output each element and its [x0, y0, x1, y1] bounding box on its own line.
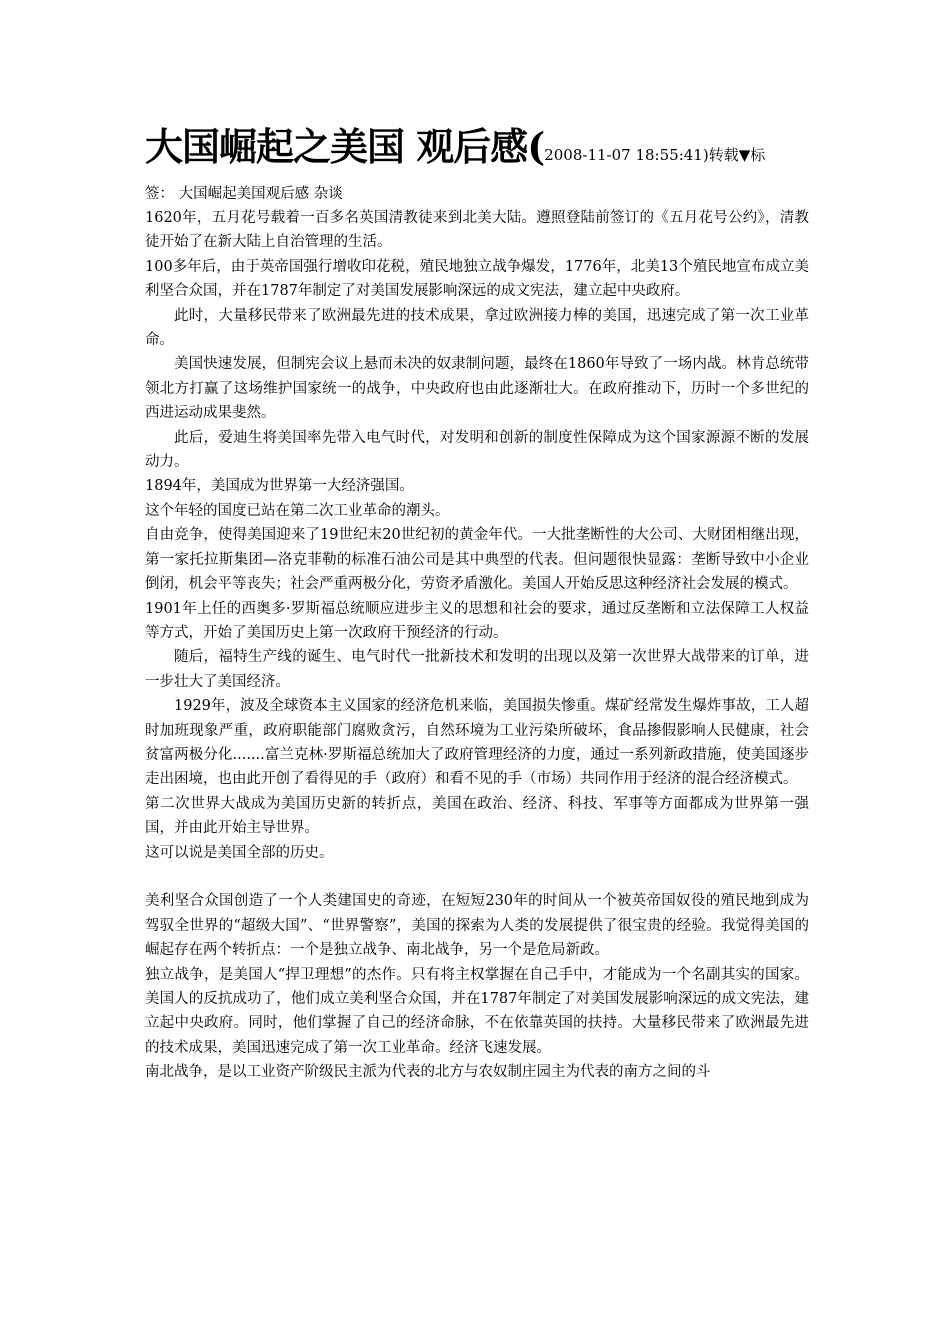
title-main: 大国崛起之美国 观后感( — [145, 124, 545, 169]
document-title — [145, 120, 809, 182]
paragraph-spacer — [145, 865, 809, 889]
title-meta: 2008-11-07 18:55:41)转载▼标 — [544, 146, 766, 164]
paragraph: 第二次世界大战成为美国历史新的转折点，美国在政治、经济、科技、军事等方面都成为世界第一强国，并由此开始主导世界。 — [145, 795, 809, 837]
paragraph: 1894年，美国成为世界第一大经济强国。 — [145, 478, 414, 495]
paragraph: 美国快速发展，但制宪会议上悬而未决的奴隶制问题，最终在1860年导致了一场内战。林肯总统带领北方打赢了这场维护国家统一的战争，中央政府也由此逐渐壮大。在政府推动下，历时一个多世纪的西进运动成果斐然。 — [145, 356, 809, 422]
paragraph: 美利坚合众国创造了一个人类建国史的奇迹，在短短230年的时间从一个被英帝国奴役的殖民地到成为驾驭全世界的“超级大国”、“世界警察”，美国的探索为人类的发展提供了很宝贵的经验。我觉得美国的崛起存在两个转折点：一个是独立战争、南北战争，另一个是危局新政。 — [145, 893, 809, 959]
paragraph: 1901年上任的西奥多·罗斯福总统顺应进步主义的思想和社会的要求，通过反垄断和立法保障工人权益等方式，开始了美国历史上第一次政府干预经济的行动。 — [145, 600, 809, 641]
paragraph: 100多年后，由于英帝国强行增收印花税，殖民地独立战争爆发，1776年，北美13个殖民地宣布成立美利坚合众国，并在1787年制定了对美国发展影响深远的成文宪法，建立起中央政府。 — [145, 258, 809, 300]
paragraph: 此时，大量移民带来了欧洲最先进的技术成果，拿过欧洲接力棒的美国，迅速完成了第一次工业革命。 — [145, 307, 809, 349]
document-page — [145, 120, 809, 1085]
body-text — [145, 206, 809, 1085]
tags-line: 签： 大国崛起美国观后感 杂谈 — [145, 186, 343, 202]
paragraph: 此后，爱迪生将美国率先带入电气时代，对发明和创新的制度性保障成为这个国家源源不断的发展动力。 — [145, 429, 809, 471]
paragraph: 1620年，五月花号载着一百多名英国清教徒来到北美大陆。遵照登陆前签订的《五月花号公约》，清教徒开始了在新大陆上自治管理的生活。 — [145, 210, 809, 251]
paragraph: 1929年，波及全球资本主义国家的经济危机来临，美国损失惨重。煤矿经常发生爆炸事故，工人超时加班现象严重，政府职能部门腐败贪污，自然环境为工业污染所破坏，食品掺假影响人民健康，社会贫富两极分化.......富兰克林·罗斯福总统加大了政府管理经济的力度，通过一系列新政措施，使美国逐步走出困境，也由此开创了看得见的手（政府）和看不见的手（市场）共同作用于经济的混合经济模式。 — [145, 698, 809, 788]
paragraph: 南北战争，是以工业资产阶级民主派为代表的北方与农奴制庄园主为代表的南方之间的斗 — [145, 1064, 711, 1081]
paragraph: 这个年轻的国度已站在第二次工业革命的潮头。 — [145, 502, 450, 519]
paragraph: 自由竞争，使得美国迎来了19世纪末20世纪初的黄金年代。一大批垄断性的大公司、大财团相继出现，第一家托拉斯集团—洛克菲勒的标准石油公司是其中典型的代表。但问题很快显露：垄断导致中小企业倒闭，机会平等丧失；社会严重两极分化，劳资矛盾激化。美国人开始反思这种经济社会发展的模式。 — [145, 527, 809, 593]
paragraph: 独立战争，是美国人“捍卫理想”的杰作。只有将主权掌握在自己手中，才能成为一个名副其实的国家。美国人的反抗成功了，他们成立美利坚合众国，并在1787年制定了对美国发展影响深远的成文宪法，建立起中央政府。同时，他们掌握了自己的经济命脉，不在依靠英国的扶持。大量移民带来了欧洲最先进的技术成果，美国迅速完成了第一次工业革命。经济飞速发展。 — [145, 966, 809, 1056]
paragraph: 这可以说是美国全部的历史。 — [145, 844, 334, 861]
paragraph: 随后，福特生产线的诞生、电气时代一批新技术和发明的出现以及第一次世界大战带来的订单，进一步壮大了美国经济。 — [145, 649, 809, 690]
